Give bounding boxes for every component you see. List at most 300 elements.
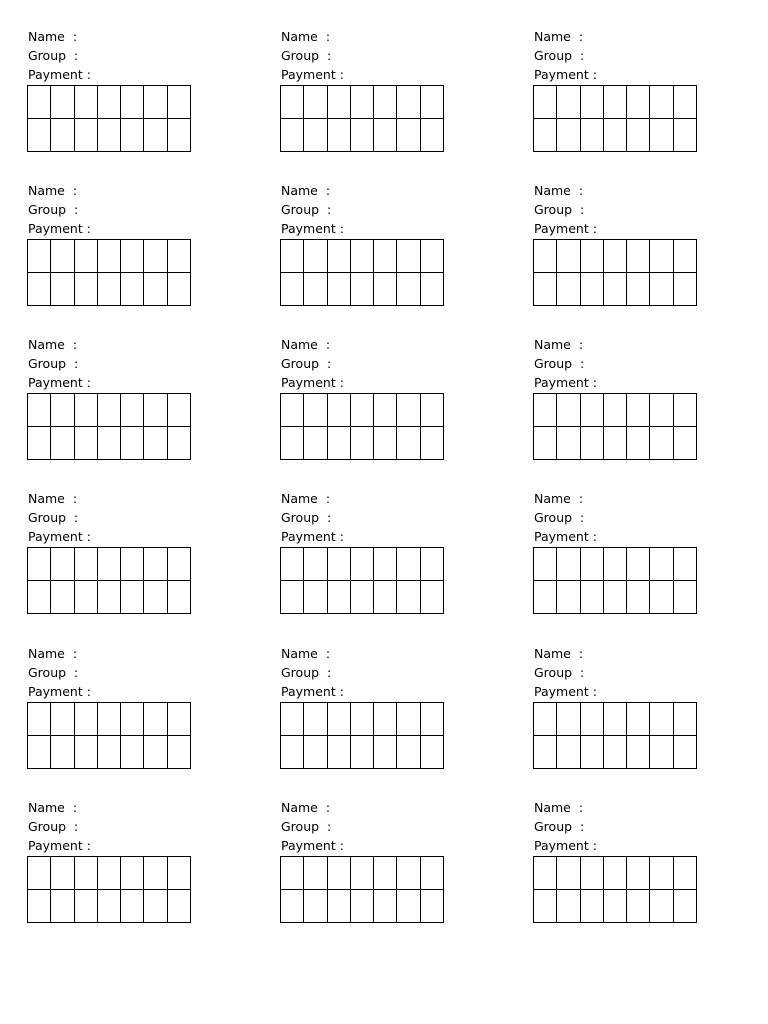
payment-cell[interactable] [420,857,443,890]
payment-cell[interactable] [28,857,51,890]
payment-cell[interactable] [144,119,167,152]
payment-cell[interactable] [51,548,74,581]
payment-cell[interactable] [121,736,144,769]
payment-cell[interactable] [420,427,443,460]
payment-grid [27,547,191,614]
payment-cell[interactable] [167,119,190,152]
payment-cell[interactable] [673,394,696,427]
payment-cell[interactable] [580,86,603,119]
payment-cell[interactable] [327,119,350,152]
payment-cell[interactable] [74,548,97,581]
payment-cell[interactable] [580,736,603,769]
payment-grid-row [28,890,191,923]
payment-cell[interactable] [28,240,51,273]
payment-cell[interactable] [603,119,626,152]
payment-cell[interactable] [420,273,443,306]
payment-grid-row [28,703,191,736]
payment-cell[interactable] [281,427,304,460]
payment-cell[interactable] [97,736,120,769]
payment-grid-row [534,736,697,769]
payment-cell[interactable] [74,240,97,273]
payment-cell[interactable] [627,86,650,119]
payment-cell[interactable] [557,119,580,152]
payment-cell[interactable] [121,86,144,119]
payment-cell[interactable] [627,548,650,581]
payment-cell[interactable] [304,240,327,273]
payment-cell[interactable] [603,857,626,890]
payment-cell[interactable] [74,581,97,614]
payment-cell[interactable] [144,394,167,427]
payment-cell[interactable] [420,548,443,581]
payment-cell[interactable] [28,548,51,581]
payment-cell[interactable] [534,736,557,769]
payment-grid [27,239,191,306]
payment-label: Payment : [28,684,91,699]
payment-cell[interactable] [350,736,373,769]
payment-cell[interactable] [673,857,696,890]
payment-cell[interactable] [534,119,557,152]
payment-cell[interactable] [97,890,120,923]
payment-cell[interactable] [97,581,120,614]
payment-cell[interactable] [557,394,580,427]
payment-cell[interactable] [304,736,327,769]
payment-cell[interactable] [397,119,420,152]
payment-cell[interactable] [97,394,120,427]
payment-cell[interactable] [627,890,650,923]
group-label: Group : [281,356,332,371]
payment-cell[interactable] [167,736,190,769]
payment-cell[interactable] [374,273,397,306]
group-label: Group : [28,510,79,525]
payment-cell[interactable] [74,736,97,769]
payment-card [27,183,197,313]
payment-cell[interactable] [397,427,420,460]
payment-cell[interactable] [121,703,144,736]
group-label: Group : [281,202,332,217]
group-label: Group : [28,356,79,371]
payment-cell[interactable] [534,427,557,460]
payment-cell[interactable] [397,736,420,769]
payment-label: Payment : [534,375,597,390]
payment-cell[interactable] [557,890,580,923]
payment-cell[interactable] [627,119,650,152]
payment-label: Payment : [28,221,91,236]
payment-cell[interactable] [374,548,397,581]
payment-cell[interactable] [603,86,626,119]
payment-cell[interactable] [74,86,97,119]
payment-cell[interactable] [167,581,190,614]
payment-cell[interactable] [534,240,557,273]
payment-cell[interactable] [144,240,167,273]
payment-cell[interactable] [97,548,120,581]
payment-cell[interactable] [97,273,120,306]
payment-cell[interactable] [167,890,190,923]
payment-cell[interactable] [534,857,557,890]
payment-cell[interactable] [167,548,190,581]
payment-grid-row [28,273,191,306]
payment-cell[interactable] [673,240,696,273]
payment-cell[interactable] [167,240,190,273]
payment-grid-row [281,548,444,581]
payment-cell[interactable] [557,548,580,581]
group-label: Group : [534,48,585,63]
payment-cell[interactable] [397,273,420,306]
payment-cell[interactable] [374,86,397,119]
payment-cell[interactable] [374,890,397,923]
payment-cell[interactable] [374,703,397,736]
payment-cell[interactable] [350,273,373,306]
payment-cell[interactable] [327,890,350,923]
payment-cell[interactable] [281,394,304,427]
payment-cell[interactable] [97,427,120,460]
payment-cell[interactable] [650,703,673,736]
payment-cell[interactable] [397,890,420,923]
payment-label: Payment : [534,221,597,236]
payment-grid [533,702,697,769]
payment-cell[interactable] [534,394,557,427]
payment-cell[interactable] [650,581,673,614]
payment-cell[interactable] [74,394,97,427]
payment-cell[interactable] [673,736,696,769]
payment-cell[interactable] [397,548,420,581]
payment-grid [280,393,444,460]
payment-cell[interactable] [534,86,557,119]
payment-label: Payment : [534,684,597,699]
name-label: Name : [28,800,78,815]
payment-cell[interactable] [627,240,650,273]
payment-cell[interactable] [121,427,144,460]
payment-cell[interactable] [28,273,51,306]
payment-cell[interactable] [281,119,304,152]
payment-cell[interactable] [144,857,167,890]
payment-cell[interactable] [144,273,167,306]
payment-grid-row [281,703,444,736]
payment-cell[interactable] [350,427,373,460]
payment-cell[interactable] [650,119,673,152]
payment-cell[interactable] [580,394,603,427]
payment-cell[interactable] [650,427,673,460]
payment-cell[interactable] [304,890,327,923]
payment-cell[interactable] [397,703,420,736]
payment-cell[interactable] [167,394,190,427]
payment-cell[interactable] [121,857,144,890]
payment-grid-row [534,240,697,273]
name-label: Name : [534,29,584,44]
payment-cell[interactable] [304,427,327,460]
payment-cell[interactable] [97,703,120,736]
payment-cell[interactable] [144,581,167,614]
payment-cell[interactable] [304,581,327,614]
name-label: Name : [281,337,331,352]
name-label: Name : [534,491,584,506]
payment-cell[interactable] [420,890,443,923]
payment-cell[interactable] [350,890,373,923]
payment-grid [280,856,444,923]
payment-cell[interactable] [557,427,580,460]
payment-cell[interactable] [557,736,580,769]
payment-label: Payment : [534,529,597,544]
payment-card [27,491,197,621]
payment-cell[interactable] [673,427,696,460]
payment-cell[interactable] [51,890,74,923]
payment-cell[interactable] [557,703,580,736]
payment-cell[interactable] [144,427,167,460]
payment-cell[interactable] [281,86,304,119]
payment-cell[interactable] [51,394,74,427]
payment-cell[interactable] [350,240,373,273]
payment-cell[interactable] [121,119,144,152]
payment-cell[interactable] [580,703,603,736]
payment-cell[interactable] [281,890,304,923]
payment-cell[interactable] [167,703,190,736]
payment-cell[interactable] [51,427,74,460]
payment-cell[interactable] [304,273,327,306]
payment-cell[interactable] [580,581,603,614]
payment-cell[interactable] [374,119,397,152]
payment-cell[interactable] [51,86,74,119]
payment-cell[interactable] [121,394,144,427]
payment-cell[interactable] [51,736,74,769]
payment-cell[interactable] [534,703,557,736]
name-label: Name : [281,491,331,506]
payment-cell[interactable] [534,273,557,306]
payment-cell[interactable] [304,394,327,427]
payment-card [27,337,197,467]
group-label: Group : [534,819,585,834]
payment-cell[interactable] [74,427,97,460]
payment-cell[interactable] [28,581,51,614]
payment-grid-row [28,581,191,614]
payment-cell[interactable] [534,548,557,581]
payment-cell[interactable] [350,857,373,890]
payment-cell[interactable] [534,890,557,923]
payment-cell[interactable] [557,240,580,273]
payment-cell[interactable] [28,890,51,923]
payment-cell[interactable] [603,581,626,614]
payment-cell[interactable] [327,427,350,460]
payment-cell[interactable] [144,86,167,119]
payment-cell[interactable] [281,548,304,581]
payment-cell[interactable] [327,273,350,306]
payment-cell[interactable] [673,86,696,119]
payment-cell[interactable] [420,581,443,614]
payment-card [280,491,450,621]
payment-cell[interactable] [420,703,443,736]
payment-cell[interactable] [627,273,650,306]
payment-cell[interactable] [580,890,603,923]
name-label: Name : [281,29,331,44]
payment-cell[interactable] [281,240,304,273]
payment-cell[interactable] [350,548,373,581]
payment-cell[interactable] [281,857,304,890]
payment-cell[interactable] [603,427,626,460]
payment-cell[interactable] [167,86,190,119]
payment-grid-row [534,581,697,614]
payment-cell[interactable] [627,857,650,890]
payment-cell[interactable] [627,703,650,736]
payment-grid-row [281,240,444,273]
payment-cell[interactable] [327,86,350,119]
payment-cell[interactable] [534,581,557,614]
payment-cell[interactable] [121,273,144,306]
payment-cell[interactable] [144,548,167,581]
payment-cell[interactable] [350,703,373,736]
payment-cell[interactable] [673,548,696,581]
payment-cell[interactable] [144,703,167,736]
payment-cell[interactable] [97,240,120,273]
payment-cell[interactable] [397,240,420,273]
payment-card [280,183,450,313]
payment-cell[interactable] [627,427,650,460]
payment-cell[interactable] [603,736,626,769]
payment-cell[interactable] [74,890,97,923]
payment-cell[interactable] [557,273,580,306]
payment-cell[interactable] [97,857,120,890]
payment-cell[interactable] [557,86,580,119]
payment-cell[interactable] [420,394,443,427]
payment-cell[interactable] [627,394,650,427]
payment-cell[interactable] [51,119,74,152]
payment-cell[interactable] [603,394,626,427]
payment-cell[interactable] [374,857,397,890]
payment-cell[interactable] [144,890,167,923]
payment-cell[interactable] [374,427,397,460]
payment-cell[interactable] [304,86,327,119]
payment-cell[interactable] [327,857,350,890]
payment-cell[interactable] [603,890,626,923]
payment-cell[interactable] [650,548,673,581]
payment-grid [533,85,697,152]
payment-cell[interactable] [121,581,144,614]
payment-cell[interactable] [304,119,327,152]
payment-cell[interactable] [51,581,74,614]
payment-cell[interactable] [304,703,327,736]
payment-cell[interactable] [281,273,304,306]
payment-cell[interactable] [603,548,626,581]
payment-cell[interactable] [627,736,650,769]
payment-cell[interactable] [650,240,673,273]
payment-cell[interactable] [673,890,696,923]
payment-cell[interactable] [420,736,443,769]
payment-grid [280,702,444,769]
payment-cell[interactable] [580,273,603,306]
payment-cell[interactable] [74,703,97,736]
payment-cell[interactable] [650,857,673,890]
group-label: Group : [281,665,332,680]
payment-cell[interactable] [603,273,626,306]
payment-cell[interactable] [350,119,373,152]
payment-cell[interactable] [673,119,696,152]
payment-cell[interactable] [350,394,373,427]
payment-cell[interactable] [144,736,167,769]
payment-cell[interactable] [580,548,603,581]
payment-cell[interactable] [74,119,97,152]
payment-cell[interactable] [673,581,696,614]
payment-grid-row [28,394,191,427]
payment-cell[interactable] [627,581,650,614]
payment-cell[interactable] [580,427,603,460]
payment-cell[interactable] [167,273,190,306]
payment-cell[interactable] [374,581,397,614]
payment-cell[interactable] [51,273,74,306]
payment-cell[interactable] [28,394,51,427]
name-label: Name : [534,646,584,661]
payment-cell[interactable] [121,548,144,581]
payment-cell[interactable] [28,703,51,736]
payment-cell[interactable] [603,703,626,736]
payment-cell[interactable] [557,581,580,614]
payment-cell[interactable] [397,857,420,890]
payment-grid-row [281,857,444,890]
payment-cell[interactable] [121,890,144,923]
payment-cell[interactable] [121,240,144,273]
payment-cell[interactable] [51,857,74,890]
payment-cell[interactable] [650,394,673,427]
payment-cell[interactable] [650,273,673,306]
payment-cell[interactable] [28,736,51,769]
payment-cell[interactable] [51,240,74,273]
payment-cell[interactable] [397,394,420,427]
group-label: Group : [534,202,585,217]
payment-cell[interactable] [51,703,74,736]
payment-cell[interactable] [304,857,327,890]
payment-cell[interactable] [557,857,580,890]
payment-cell[interactable] [397,86,420,119]
payment-cell[interactable] [281,736,304,769]
payment-cell[interactable] [327,394,350,427]
payment-cell[interactable] [420,240,443,273]
payment-cell[interactable] [374,240,397,273]
payment-cell[interactable] [580,240,603,273]
payment-cell[interactable] [28,86,51,119]
payment-cell[interactable] [350,581,373,614]
payment-grid [280,547,444,614]
payment-cell[interactable] [374,736,397,769]
payment-cell[interactable] [28,427,51,460]
payment-cell[interactable] [74,857,97,890]
payment-cell[interactable] [420,86,443,119]
payment-cell[interactable] [650,890,673,923]
payment-cell[interactable] [327,736,350,769]
payment-cell[interactable] [304,548,327,581]
payment-cell[interactable] [603,240,626,273]
payment-cell[interactable] [650,736,673,769]
payment-cell[interactable] [327,703,350,736]
payment-cell[interactable] [673,703,696,736]
payment-cell[interactable] [97,86,120,119]
payment-cell[interactable] [397,581,420,614]
payment-cell[interactable] [97,119,120,152]
payment-cell[interactable] [167,427,190,460]
payment-cell[interactable] [650,86,673,119]
payment-cell[interactable] [327,548,350,581]
payment-cell[interactable] [28,119,51,152]
payment-cell[interactable] [580,119,603,152]
name-label: Name : [534,183,584,198]
payment-cell[interactable] [350,86,373,119]
payment-cell[interactable] [673,273,696,306]
payment-cell[interactable] [420,119,443,152]
payment-cell[interactable] [281,581,304,614]
payment-cell[interactable] [327,240,350,273]
payment-grid [27,85,191,152]
payment-cell[interactable] [374,394,397,427]
payment-cell[interactable] [281,703,304,736]
payment-cell[interactable] [580,857,603,890]
payment-cell[interactable] [167,857,190,890]
payment-cell[interactable] [74,273,97,306]
payment-cell[interactable] [327,581,350,614]
